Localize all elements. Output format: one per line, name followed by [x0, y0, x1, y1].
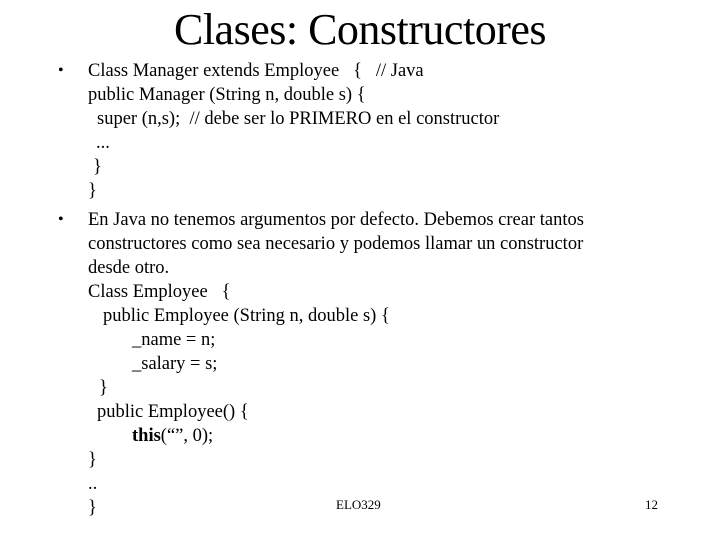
code-line: Class Employee { — [88, 282, 231, 302]
text-line: constructores como sea necesario y podemos llamar un constructor — [88, 234, 584, 254]
code-line: public Employee() { — [97, 402, 249, 422]
bullet-marker: • — [58, 211, 64, 228]
code-line — [132, 424, 213, 448]
code-line: super (n,s); // debe ser lo PRIMERO en el constructor — [97, 109, 500, 129]
code-line: ... — [96, 133, 110, 153]
text-line: En Java no tenemos argumentos por defecto. Debemos crear tantos — [88, 210, 584, 230]
code-line: } — [93, 157, 102, 177]
text-line: desde otro. — [88, 258, 170, 278]
code-line: .. — [88, 474, 98, 494]
code-line: _name = n; — [132, 330, 216, 350]
code-line: public Manager (String n, double s) { — [88, 85, 366, 105]
code-line: Class Manager extends Employee { // Java — [88, 61, 424, 81]
code-line: } — [88, 181, 97, 201]
bullet-marker: • — [58, 62, 64, 79]
code-line: } — [99, 378, 108, 398]
code-line: public Employee (String n, double s) { — [103, 306, 390, 326]
footer-page-number: 12 — [645, 497, 658, 512]
code-line: } — [88, 450, 97, 470]
footer-course: ELO329 — [336, 497, 381, 512]
this-keyword: this — [132, 426, 161, 446]
slide-title: Clases: Constructores — [173, 5, 546, 54]
this-call-args: (“”, 0); — [160, 426, 214, 446]
code-line: _salary = s; — [132, 354, 218, 374]
code-line: } — [88, 498, 97, 518]
